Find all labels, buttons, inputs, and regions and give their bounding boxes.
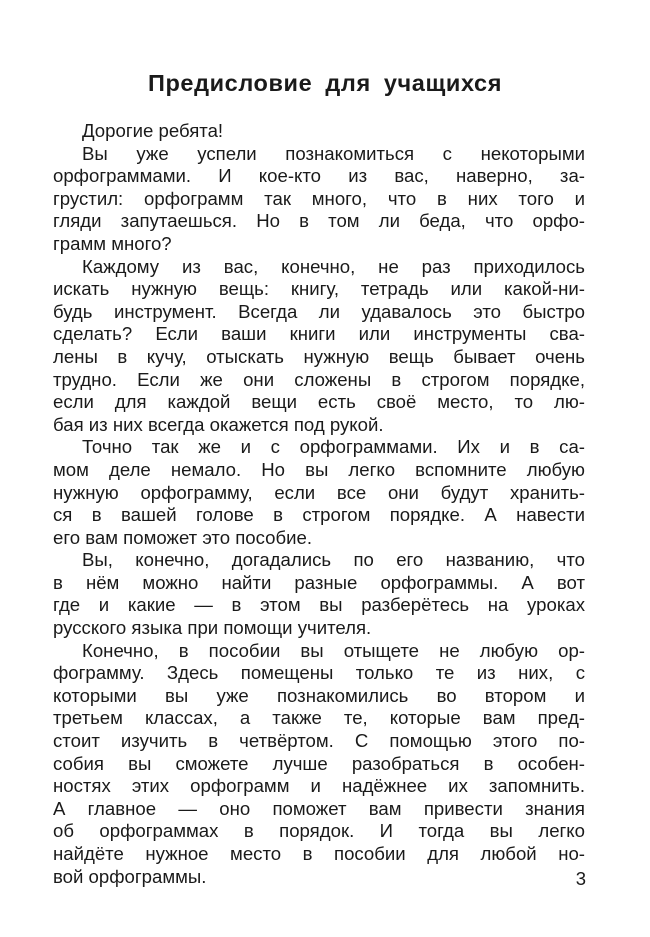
text-line: если для каждой вещи есть своё место, то лю-: [53, 391, 585, 413]
paragraph: [53, 143, 585, 256]
paragraph: [53, 549, 585, 639]
text-line: трудно. Если же они сложены в строгом порядке,: [53, 368, 585, 390]
text-line: стоит изучить в четвёртом. С помощью этого по-: [53, 730, 585, 752]
paragraph: [53, 436, 585, 549]
text-line: Вы уже успели познакомиться с некоторыми: [82, 142, 585, 164]
text-line: Конечно, в пособии вы отыщете не любую ор-: [82, 639, 585, 661]
text-line: вой орфограммы.: [53, 865, 207, 887]
text-line: которыми вы уже познакомились во втором и: [53, 684, 585, 706]
text-line: собия вы сможете лучше разобраться в особен-: [53, 752, 585, 774]
text-line: будь инструмент. Всегда ли удавалось это быстро: [53, 300, 585, 322]
text-line: Каждому из вас, конечно, не раз приходилось: [82, 255, 585, 277]
text-line: сделать? Если ваши книги или инструменты сва-: [53, 323, 585, 345]
text-line: Точно так же и с орфограммами. Их и в са-: [82, 436, 585, 458]
page-title: Предисловие для учащихся: [147, 70, 503, 96]
text-line: в нём можно найти разные орфограммы. А вот: [53, 571, 585, 593]
text-line: об орфограммах в порядок. И тогда вы легко: [53, 820, 585, 842]
text-line: бая из них всегда окажется под рукой.: [53, 413, 384, 435]
text-line: нужную орфограмму, если все они будут хранить-: [53, 481, 585, 503]
text-line: искать нужную вещь: книгу, тетрадь или какой-ни-: [53, 278, 585, 300]
paragraph: [53, 256, 585, 437]
body-text: [53, 120, 585, 888]
text-line: орфограммами. И кое-кто из вас, наверно, за-: [53, 165, 585, 187]
text-line: найдёте нужное место в пособии для любой но-: [53, 843, 585, 864]
text-line: Дорогие ребята!: [82, 120, 224, 141]
text-line: фограмму. Здесь помещены только те из них, с: [53, 662, 585, 684]
text-line: русского языка при помощи учителя.: [53, 617, 372, 639]
text-line: ностях этих орфограмм и надёжнее их запомнить.: [53, 775, 585, 797]
text-line: грамм много?: [53, 232, 172, 254]
paragraph-greeting: [53, 120, 585, 143]
text-line: Вы, конечно, догадались по его названию, что: [82, 549, 585, 571]
text-line: грустил: орфограмм так много, что в них того и: [53, 187, 585, 209]
text-line: гляди запутаешься. Но в том ли беда, что орфо-: [53, 210, 585, 232]
page-number: 3: [575, 868, 586, 889]
text-line: мом деле немало. Но вы легко вспомните любую: [53, 458, 585, 480]
text-line: А главное — оно поможет вам привести знания: [53, 797, 585, 819]
text-line: его вам поможет это пособие.: [53, 526, 313, 548]
text-line: третьем классах, а также те, которые вам пред-: [53, 707, 585, 729]
text-line: где и какие — в этом вы разберётесь на уроках: [53, 594, 585, 616]
paragraph: [53, 640, 585, 889]
text-line: ся в вашей голове в строгом порядке. А навести: [53, 504, 585, 526]
text-line: лены в кучу, отыскать нужную вещь бывает очень: [53, 345, 585, 367]
